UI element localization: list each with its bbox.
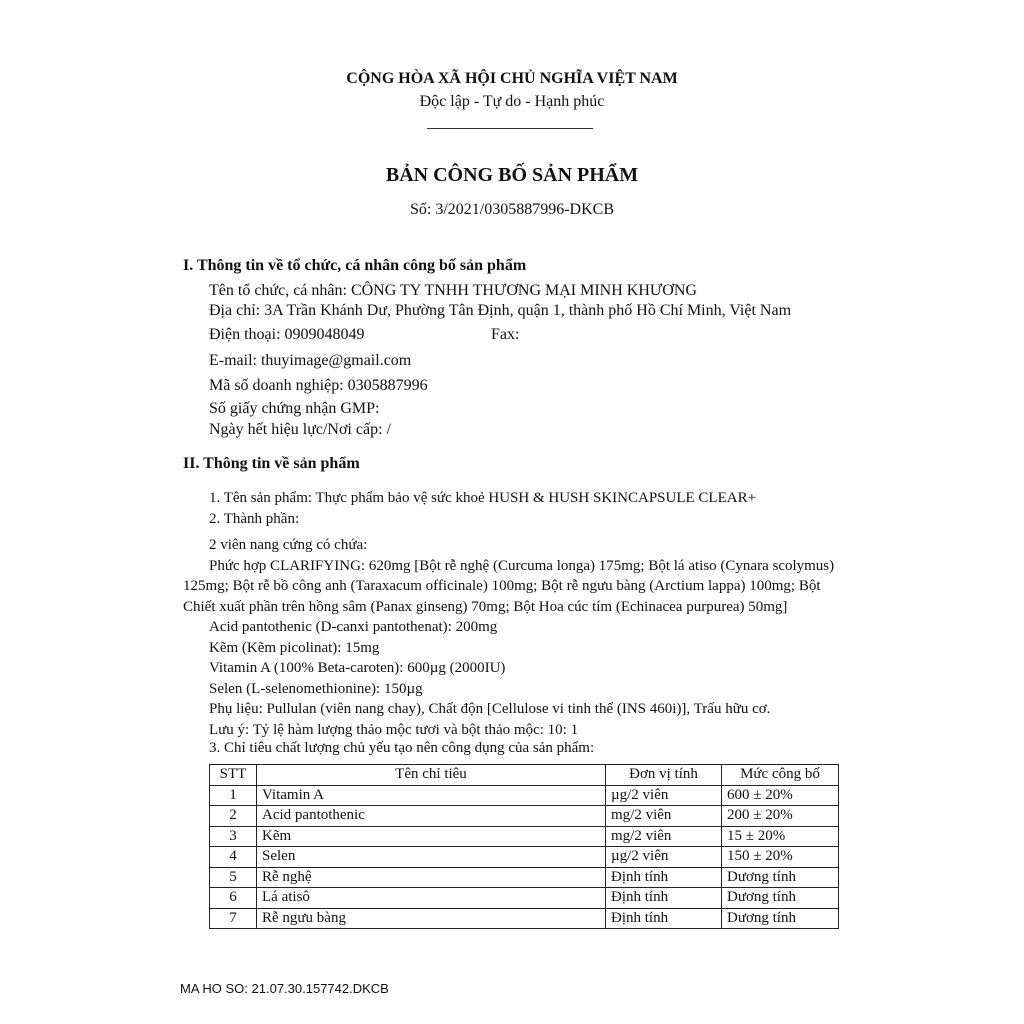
ingredients-label: 2. Thành phần: bbox=[209, 511, 300, 527]
cell-level: 15 ± 20% bbox=[722, 826, 839, 847]
document-title: BẢN CÔNG BỐ SẢN PHẨM bbox=[385, 164, 639, 186]
cell-unit: µg/2 viên bbox=[606, 785, 722, 806]
note: Lưu ý: Tỷ lệ hàm lượng thảo mộc tươi và bột thảo mộc: 10: 1 bbox=[209, 721, 579, 738]
col-header-level: Mức công bố bbox=[722, 765, 839, 786]
org-phone: Điện thoại: 0909048049 bbox=[209, 326, 365, 343]
ingredient-item: Vitamin A (100% Beta-caroten): 600µg (2000IU) bbox=[209, 660, 506, 676]
dossier-code: MA HO SO: 21.07.30.157742.DKCB bbox=[180, 981, 389, 996]
ingredients-block bbox=[183, 535, 843, 740]
cell-stt: 5 bbox=[210, 867, 257, 888]
section2-heading: II. Thông tin về sản phẩm bbox=[183, 455, 360, 472]
national-motto: Độc lập - Tự do - Hạnh phúc bbox=[419, 93, 605, 110]
cell-name: Rễ ngưu bàng bbox=[257, 908, 606, 929]
table-row bbox=[210, 785, 839, 806]
header-divider bbox=[427, 128, 593, 129]
table-row bbox=[210, 888, 839, 909]
ingredient-item: Acid pantothenic (D-canxi pantothenat): 200mg bbox=[209, 619, 498, 635]
table-row bbox=[210, 908, 839, 929]
product-name: 1. Tên sản phẩm: Thực phẩm bảo vệ sức khoẻ HUSH & HUSH SKINCAPSULE CLEAR+ bbox=[209, 490, 757, 506]
cell-stt: 7 bbox=[210, 908, 257, 929]
org-address: Địa chỉ: 3A Trần Khánh Dư, Phường Tân Định, quận 1, thành phố Hồ Chí Minh, Việt Nam bbox=[209, 302, 792, 319]
section1-heading: I. Thông tin về tổ chức, cá nhân công bố sản phẩm bbox=[183, 257, 527, 274]
col-header-unit: Đơn vị tính bbox=[606, 765, 722, 786]
cell-name: Rễ nghệ bbox=[257, 867, 606, 888]
cell-stt: 3 bbox=[210, 826, 257, 847]
cell-name: Selen bbox=[257, 847, 606, 868]
cell-unit: mg/2 viên bbox=[606, 806, 722, 827]
cell-level: 150 ± 20% bbox=[722, 847, 839, 868]
document-number: Số: 3/2021/0305887996-DKCB bbox=[409, 201, 614, 218]
cell-unit: Định tính bbox=[606, 867, 722, 888]
cell-stt: 2 bbox=[210, 806, 257, 827]
col-header-stt: STT bbox=[210, 765, 257, 786]
ingredient-item: Kẽm (Kẽm picolinat): 15mg bbox=[209, 639, 380, 656]
cell-level: Dương tính bbox=[722, 908, 839, 929]
cell-name: Lá atisô bbox=[257, 888, 606, 909]
cell-level: 600 ± 20% bbox=[722, 785, 839, 806]
quality-label: 3. Chỉ tiêu chất lượng chủ yếu tạo nên công dụng của sản phẩm: bbox=[209, 740, 595, 756]
cell-name: Kẽm bbox=[257, 826, 606, 847]
cell-name: Acid pantothenic bbox=[257, 806, 606, 827]
cell-unit: Định tính bbox=[606, 908, 722, 929]
ingredient-item: Selen (L-selenomethionine): 150µg bbox=[209, 680, 423, 697]
cell-unit: µg/2 viên bbox=[606, 847, 722, 868]
cell-unit: Định tính bbox=[606, 888, 722, 909]
table-row bbox=[210, 826, 839, 847]
org-name: Tên tổ chức, cá nhân: CÔNG TY TNHH THƯƠNG MẠI MINH KHƯƠNG bbox=[209, 282, 697, 299]
cell-stt: 4 bbox=[210, 847, 257, 868]
cell-level: Dương tính bbox=[722, 888, 839, 909]
table-row bbox=[210, 847, 839, 868]
clarifying-complex: Phức hợp CLARIFYING: 620mg [Bột rễ nghệ (Curcuma longa) 175mg; Bột lá atiso (Cynara scolymus) 125mg; Bột rễ bồ công anh (Taraxacum officinale) 100mg; Bột rễ ngưu bàng (Arctium lappa) 100mg; Bột Chiết xuất phần trên hồng sâm (Panax ginseng) 70mg; Bột Hoa cúc tím (Echinacea purpurea) 50mg] bbox=[183, 557, 835, 615]
col-header-name: Tên chỉ tiêu bbox=[257, 765, 606, 786]
cell-level: Dương tính bbox=[722, 867, 839, 888]
capsule-line: 2 viên nang cứng có chứa: bbox=[209, 537, 368, 553]
gmp-number: Số giấy chứng nhận GMP: bbox=[209, 400, 380, 417]
excipients: Phụ liệu: Pullulan (viên nang chay), Chất độn [Cellulose vi tinh thể (INS 460i)], Trấu hữu cơ. bbox=[209, 701, 771, 717]
table-row bbox=[210, 806, 839, 827]
quality-table bbox=[209, 764, 839, 929]
table-header-row bbox=[210, 765, 839, 786]
cell-stt: 1 bbox=[210, 785, 257, 806]
gmp-expiry: Ngày hết hiệu lực/Nơi cấp: / bbox=[209, 421, 391, 438]
cell-name: Vitamin A bbox=[257, 785, 606, 806]
business-code: Mã số doanh nghiệp: 0305887996 bbox=[209, 377, 428, 394]
cell-unit: mg/2 viên bbox=[606, 826, 722, 847]
cell-level: 200 ± 20% bbox=[722, 806, 839, 827]
org-fax: Fax: bbox=[491, 326, 520, 343]
cell-stt: 6 bbox=[210, 888, 257, 909]
org-email: E-mail: thuyimage@gmail.com bbox=[209, 352, 412, 369]
country-name: CỘNG HÒA XÃ HỘI CHỦ NGHĨA VIỆT NAM bbox=[346, 70, 678, 87]
table-row bbox=[210, 867, 839, 888]
